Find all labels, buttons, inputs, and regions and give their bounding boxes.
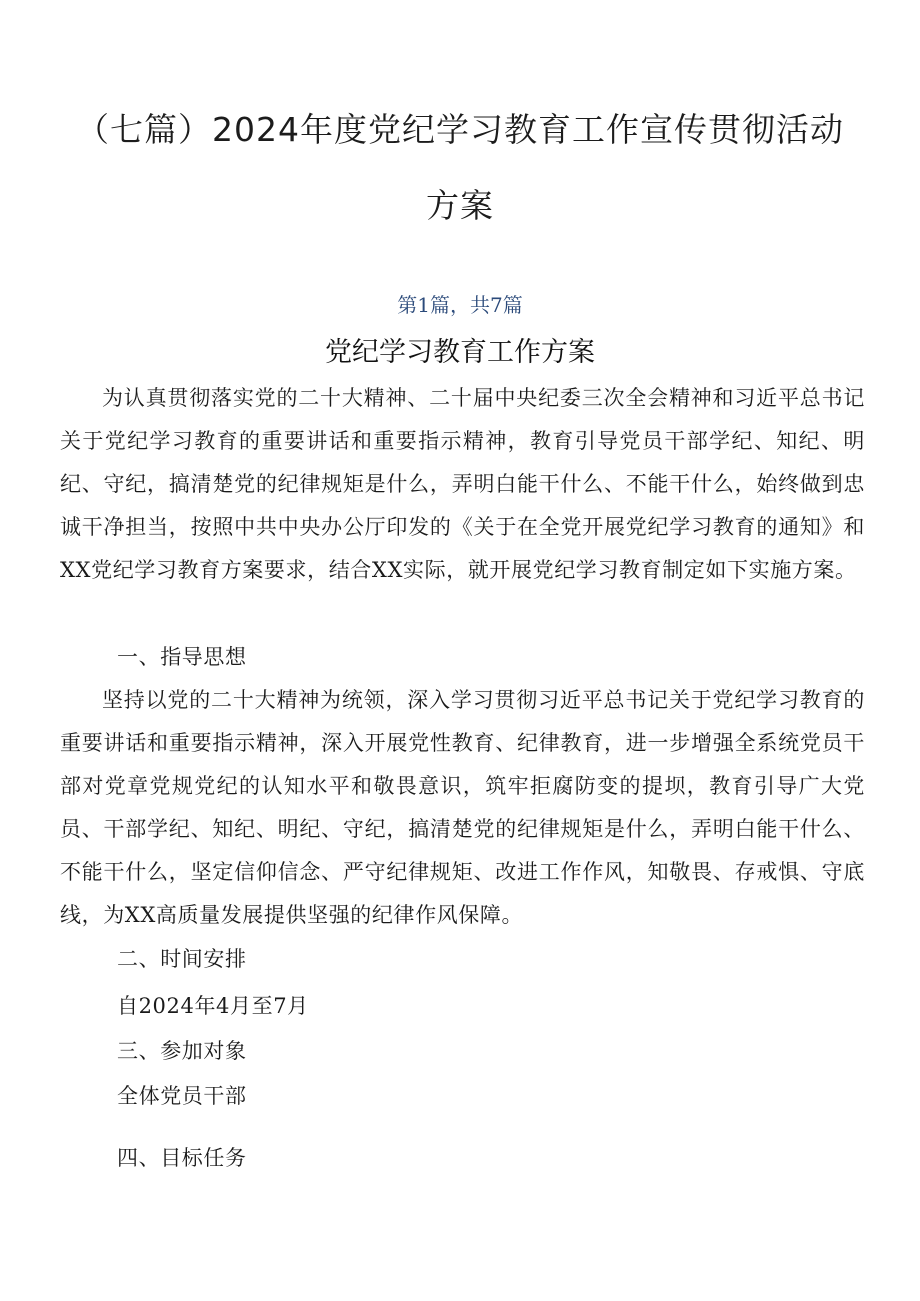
section-title: 党纪学习教育工作方案 (325, 337, 595, 368)
heading-participants: 三、参加对象 (117, 1039, 247, 1063)
heading-goals: 四、目标任务 (117, 1146, 247, 1170)
guiding-ideology-paragraph: 坚持以党的二十大精神为统领，深入学习贯彻习近平总书记关于党纪学习教育的重要讲话和重要指示精神，深入开展党性教育、纪律教育，进一步增强全系统党员干部对党章党规党纪的认知水平和敬畏意识，筑牢拒腐防变的提坝，教育引导广大党员、干部学纪、知纪、明纪、守纪，搞清楚党的纪律规矩是什么，弄明白能干什么、不能干什么，坚定信仰信念、严守纪律规矩、改进工作作风，知敬畏、存戒惧、守底线，为XX高质量发展提供坚强的纪律作风保障。 (60, 688, 865, 927)
intro-paragraph: 为认真贯彻落实党的二十大精神、二十届中央纪委三次全会精神和习近平总书记关于党纪学习教育的重要讲话和重要指示精神，教育引导党员干部学纪、知纪、明纪、守纪，搞清楚党的纪律规矩是什么，弄明白能干什么、不能干什么，始终做到忠诚干净担当，按照中共中央办公厅印发的《关于在全党开展党纪学习教育的通知》和XX党纪学习教育方案要求，结合XX实际，就开展党纪学习教育制定如下实施方案。 (60, 386, 865, 582)
document-title-line1: （七篇）2024年度党纪学习教育工作宣传贯彻活动 (76, 110, 844, 149)
participants-text: 全体党员干部 (117, 1084, 247, 1108)
heading-schedule: 二、时间安排 (117, 947, 247, 971)
heading-guiding-ideology: 一、指导思想 (117, 645, 247, 669)
schedule-text: 自2024年4月至7月 (117, 994, 309, 1018)
document-title-line2: 方案 (426, 186, 494, 225)
part-label: 第1篇，共7篇 (397, 293, 523, 317)
